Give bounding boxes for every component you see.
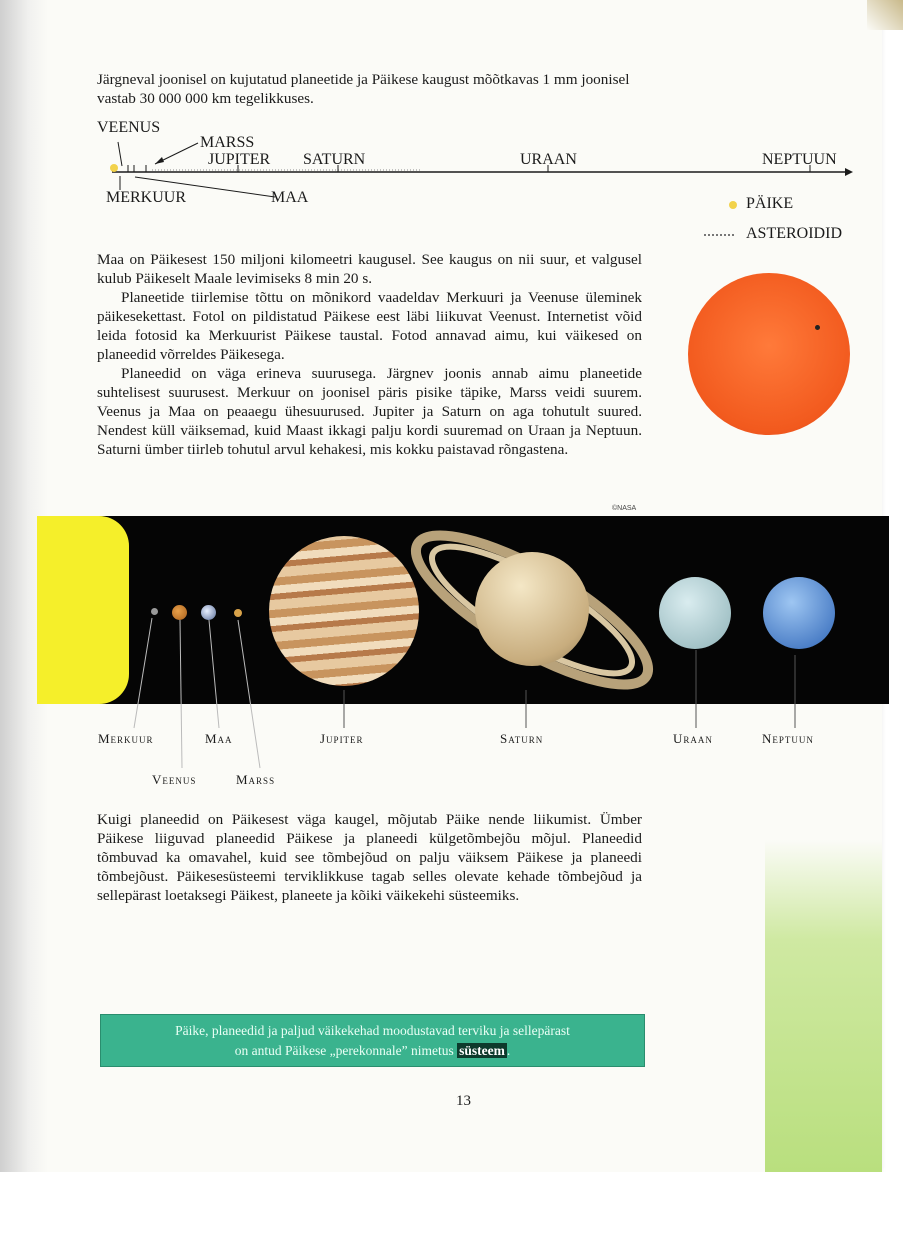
label-jupiter: JUPITER: [208, 151, 271, 168]
photo-credit: ©NASA: [612, 505, 637, 512]
sun-photo: [688, 273, 850, 435]
band-label-saturn: Saturn: [500, 731, 544, 746]
bottom-paragraph: Kuigi planeedid on Päikesest väga kaugel, mõjutab Päike nende liikumist. Ümber Päikese liiguvad planeedid Päikese ja planeedi külgetõmbejõu mõjul. Planeedid tõmbuvad ka omavahel, kuid see tõmbejõud on palju väiksem Päikese ja planeedi tõmbejõust. Päikesesüsteemi terviklikkuse tagab selles olevate kehade tõmbejõud ja sellepärast loetaksegi Päikest, planeete ja kõiki väikekehi süsteemiks.: [97, 811, 642, 904]
band-label-mars: Marss: [236, 772, 276, 787]
legend-asteroids: ASTEROIDID: [746, 225, 842, 242]
band-label-jupiter: Jupiter: [320, 731, 364, 746]
label-neptune: NEPTUUN: [762, 151, 837, 168]
paragraph-distance: Maa on Päikesest 150 miljoni kilomeetri kaugusel. See kaugus on nii suur, et valgusel kulub Päikeselt Maale levimiseks 8 min 20 s.: [97, 251, 642, 287]
band-label-neptune: Neptuun: [762, 731, 814, 746]
scan-margin: [0, 1172, 903, 1243]
label-earth: MAA: [271, 189, 309, 206]
paragraph-sizes: Planeedid on väga erineva suurusega. Järgnev joonis annab aimu planeetide suhtelisest suurusest. Merkuur on joonisel päris pisike täpike, Marss veidi suurem. Veenus ja Maa on peaaegu ühesuurused. Jupiter ja Saturn on aga tohutult suured. Nendest küll väiksemad, kuid Maast ikkagi palju kordi suuremad on Uraan ja Neptuun. Saturni ümber tiirleb tohutul arvul kehakesi, mis kokku paistavad rõngastena.: [97, 365, 642, 458]
banner-highlight-term: süsteem: [459, 1042, 505, 1058]
band-label-venus: Veenus: [152, 772, 197, 787]
sun-marker: [110, 164, 118, 172]
label-mercury: MERKUUR: [106, 189, 187, 206]
asteroid-legend-icon: [704, 234, 734, 238]
band-label-uranus: Uraan: [673, 731, 713, 746]
paragraph-transit: Planeetide tiirlemise tõttu on mõnikord vaadeldav Merkuuri ja Veenuse üleminek päikesekettast. Fotol on pildistatud Päikese eest läbi liikuvat Veenust. Internetist võid leida fotosid ka Merkuurist Päikese taustal. Fotod annavad aimu, kui väikesed on planeedid võrreldes Päikesega.: [97, 289, 642, 363]
distance-diagram: [0, 0, 903, 260]
main-text: [97, 250, 642, 459]
venus-transit-dot: [815, 325, 820, 330]
intro-paragraph: Järgneval joonisel on kujutatud planeetide ja Päikese kaugust mõõtkavas 1 mm joonisel vastab 30 000 000 km tegelikkuses.: [97, 71, 630, 107]
label-saturn: SATURN: [303, 151, 366, 168]
page-number: 13: [456, 1093, 471, 1109]
mars-pointer-arrow: [155, 157, 164, 164]
label-uranus: URAAN: [520, 151, 577, 168]
green-page-edge: [765, 840, 882, 1172]
banner-line-1: Päike, planeedid ja paljud väikekehad moodustavad terviku ja sellepärast: [175, 1022, 570, 1038]
banner-tail: .: [506, 1042, 511, 1058]
label-mars: MARSS: [200, 134, 255, 151]
summary-banner: [100, 1014, 645, 1067]
scale-axis-arrow: [845, 168, 853, 176]
band-label-mercury: Merkuur: [98, 731, 154, 746]
banner-line-2: [101, 1041, 644, 1061]
label-venus: VEENUS: [97, 119, 161, 136]
legend-sun: PÄIKE: [746, 195, 794, 212]
sun-legend-icon: [729, 201, 737, 209]
venus-pointer: [118, 142, 122, 166]
band-label-earth: Maa: [205, 731, 233, 746]
banner-line-2-text: on antud Päikese „perekonnale” nimetus: [234, 1042, 454, 1058]
